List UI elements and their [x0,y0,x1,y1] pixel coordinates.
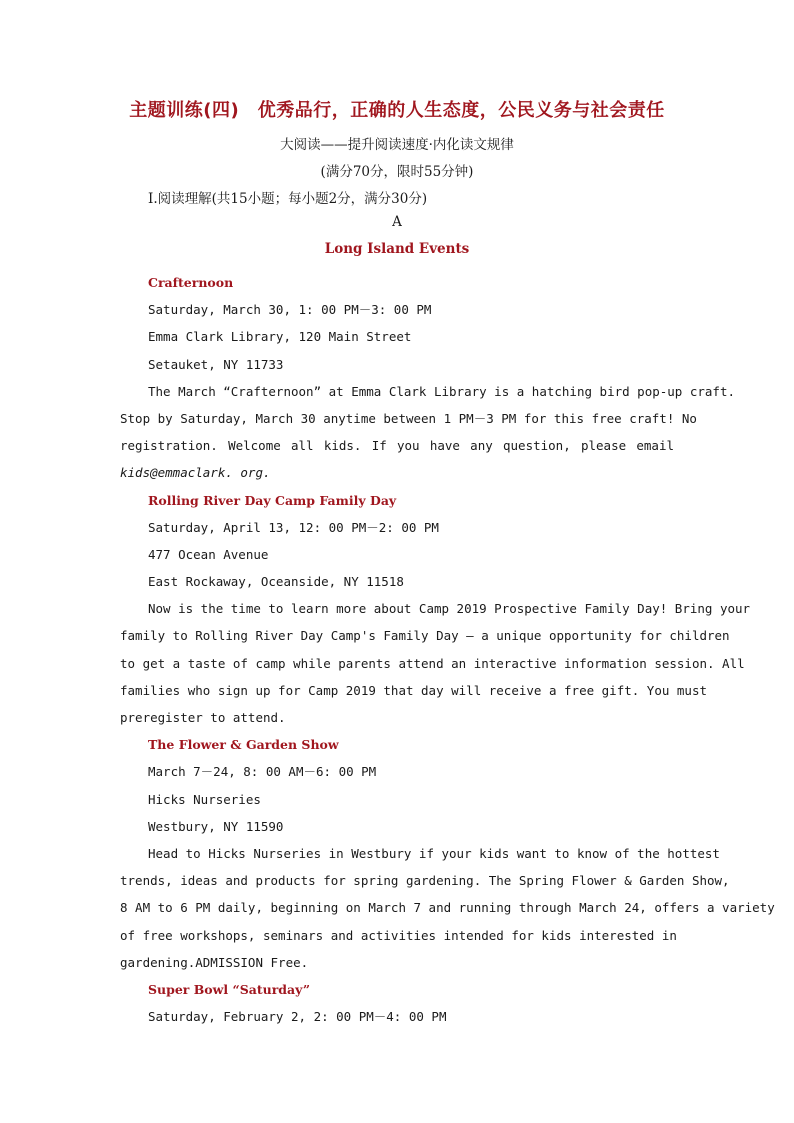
paragraph-line: gardening.ADMISSION Free. [120,954,309,970]
section-letter: A [392,214,402,230]
event-detail: Saturday, February 2, 2: 00 PM－4: 00 PM [148,1009,447,1025]
event-detail: 477 Ocean Avenue [148,546,269,562]
event-title: Crafternoon [148,275,234,290]
event-detail: East Rockaway, Oceanside, NY 11518 [148,574,404,590]
event-detail: Emma Clark Library, 120 Main Street [148,329,412,345]
event-description [120,378,735,487]
event-title: Super Bowl “Saturday” [148,981,311,997]
email-link[interactable]: kids@emmaclark. org. [120,465,271,481]
event-detail: March 7－24, 8: 00 AM－6: 00 PM [148,764,377,780]
paragraph-line: to get a taste of camp while parents attend an interactive information session. All [120,655,745,671]
event-description [120,595,751,731]
paragraph-line: registration. Welcome all kids. If you have any question, please email [120,438,674,454]
event-detail: Westbury, NY 11590 [148,818,284,834]
event-detail: Hicks Nurseries [148,791,261,807]
paragraph-line: preregister to attend. [120,710,286,725]
event-detail: Setauket, NY 11733 [148,356,284,372]
paragraph-line: 8 AM to 6 PM daily, beginning on March 7 and running through March 24, offers a variety [120,900,775,916]
paragraph-line: Now is the time to learn more about Camp 2019 Prospective Family Day! Bring your [148,601,751,617]
paragraph-line: Head to Hicks Nurseries in Westbury if your kids want to know of the hottest [148,845,720,861]
paragraph-line: trends, ideas and products for spring gardening. The Spring Flower & Garden Show, [120,873,730,889]
page-title: 主题训练(四) 优秀品行，正确的人生态度，公民义务与社会责任 [129,100,665,121]
part-heading: Ⅰ.阅读理解(共15小题；每小题2分，满分30分) [148,191,428,207]
event-title: Rolling River Day Camp Family Day [148,492,397,508]
event-title: The Flower & Garden Show [148,737,339,753]
score-note: (满分70分，限时55分钟) [320,164,474,180]
passage-title: Long Island Events [324,241,470,257]
paragraph-line: family to Rolling River Day Camp's Family Day — a unique opportunity for children [120,628,730,644]
passage-content [120,269,775,1030]
paragraph-line: of free workshops, seminars and activities intended for kids interested in [120,927,677,943]
event-detail: Saturday, April 13, 12: 00 PM－2: 00 PM [148,519,439,535]
paragraph-line: The March “Crafternoon” at Emma Clark Library is a hatching bird pop-up craft. [148,383,735,399]
event-detail: Saturday, March 30, 1: 00 PM－3: 00 PM [148,302,432,318]
paragraph-line: Stop by Saturday, March 30 anytime between 1 PM－3 PM for this free craft! No [120,410,697,426]
paragraph-line: families who sign up for Camp 2019 that day will receive a free gift. You must [120,682,707,698]
page-subtitle: 大阅读——提升阅读速度·内化读文规律 [280,137,514,153]
event-description [120,840,775,976]
